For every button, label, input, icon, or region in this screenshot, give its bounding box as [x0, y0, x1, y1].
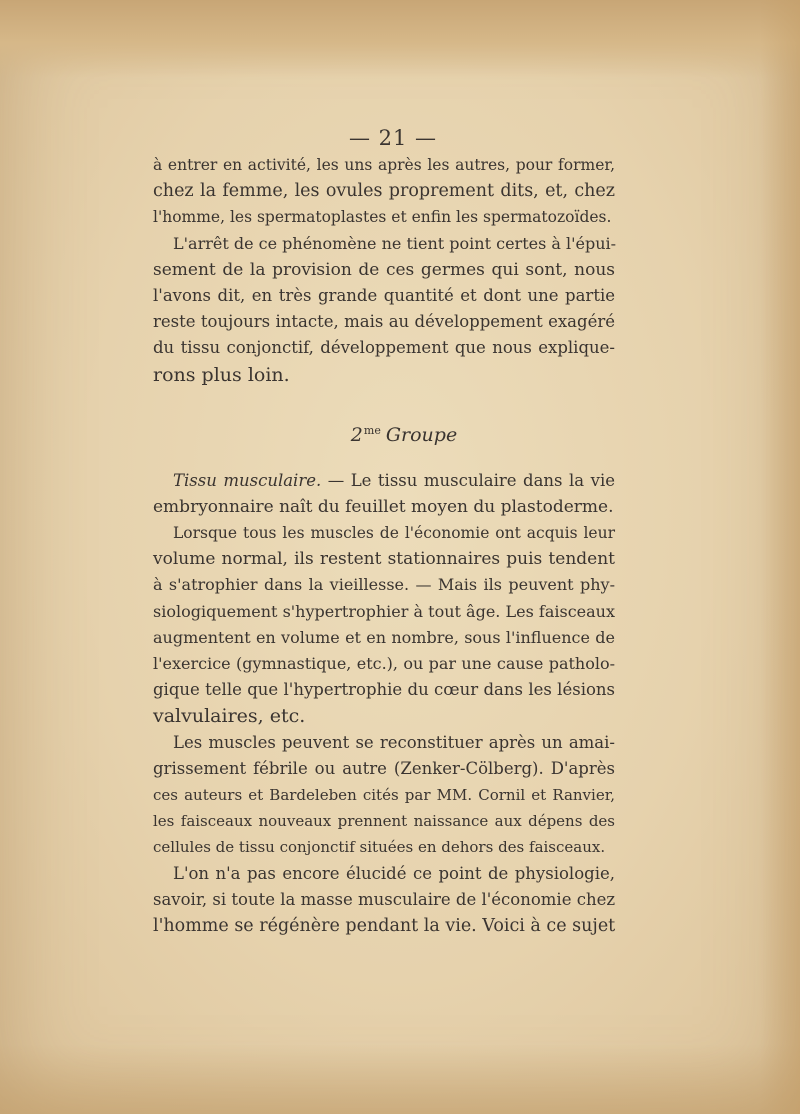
text-line: sement de la provision de ces germes qui sont, nous: [153, 259, 615, 280]
text-line: l'homme, les spermatoplastes et enfin les spermatozoïdes.: [153, 208, 612, 227]
page-edge-shadow: [760, 0, 800, 1114]
text-line: reste toujours intacte, mais au développement exagéré: [153, 312, 615, 332]
paragraph-muscles: [153, 730, 615, 861]
text-line: ces auteurs et Bardeleben cités par MM. Cornil et Ranvier,: [153, 785, 615, 804]
text-line: valvulaires, etc.: [153, 705, 306, 728]
text-line: Lorsque tous les muscles de l'économie ont acquis leur: [173, 524, 615, 543]
text-line: du tissu conjonctif, développement que nous explique-: [153, 338, 615, 358]
paragraph-arret: [153, 231, 615, 388]
page-bottom-discoloration: [0, 1044, 800, 1114]
text-line: l'homme se régénère pendant la vie. Voici à ce sujet: [153, 915, 616, 936]
text-line: embryonnaire naît du feuillet moyen du plastoderme.: [153, 496, 614, 517]
paragraph-lead-rest: — Le tissu musculaire dans la vie: [321, 470, 615, 490]
text-line: Les muscles peuvent se reconstituer après un amai-: [173, 732, 615, 752]
text-line: cellules de tissu conjonctif situées en dehors des faisceaux.: [153, 838, 606, 857]
paragraph-lon: [153, 861, 615, 940]
paragraph-tissu: [153, 468, 615, 520]
paragraph-intro: [153, 152, 615, 231]
text-line: à s'atrophier dans la vieillesse. — Mais ils peuvent phy-: [153, 575, 615, 595]
text-line: l'exercice (gymnastique, etc.), ou par une cause patholo-: [153, 654, 615, 673]
text-line: à entrer en activité, les uns après les autres, pour former,: [153, 156, 615, 174]
text-line: l'avons dit, en très grande quantité et dont une partie: [153, 285, 615, 305]
paragraph-lead: Tissu musculaire.: [173, 470, 322, 490]
text-line: L'arrêt de ce phénomène ne tient point certes à l'épui-: [173, 233, 617, 253]
section-title: Groupe: [385, 423, 458, 446]
text-line: siologiquement s'hypertrophier à tout âge. Les faisceaux: [153, 601, 615, 621]
text-line: chez la femme, les ovules proprement dits, et, chez: [153, 181, 615, 202]
section-number: 2: [350, 423, 363, 446]
paragraph-lorsque: [153, 520, 615, 730]
page-text: [153, 125, 615, 939]
section-superscript: me: [363, 423, 381, 437]
text-line: les faisceaux nouveaux prennent naissance aux dépens des: [153, 812, 615, 831]
text-line: L'on n'a pas encore élucidé ce point de physiologie,: [173, 863, 615, 883]
text-line: grissement fébrile ou autre (Zenker-Cölberg). D'après: [153, 758, 615, 778]
text-line: savoir, si toute la masse musculaire de l'économie chez: [153, 889, 616, 909]
section-heading: [193, 418, 615, 444]
text-line: augmentent en volume et en nombre, sous l'influence de: [153, 627, 615, 647]
page-top-discoloration: [0, 0, 800, 78]
text-line: rons plus loin.: [153, 363, 290, 386]
text-line: [153, 468, 615, 494]
page-number: — 21 —: [348, 126, 438, 150]
text-line: volume normal, ils restent stationnaires puis tendent: [153, 549, 615, 570]
text-line: gique telle que l'hypertrophie du cœur dans les lésions: [153, 680, 615, 700]
